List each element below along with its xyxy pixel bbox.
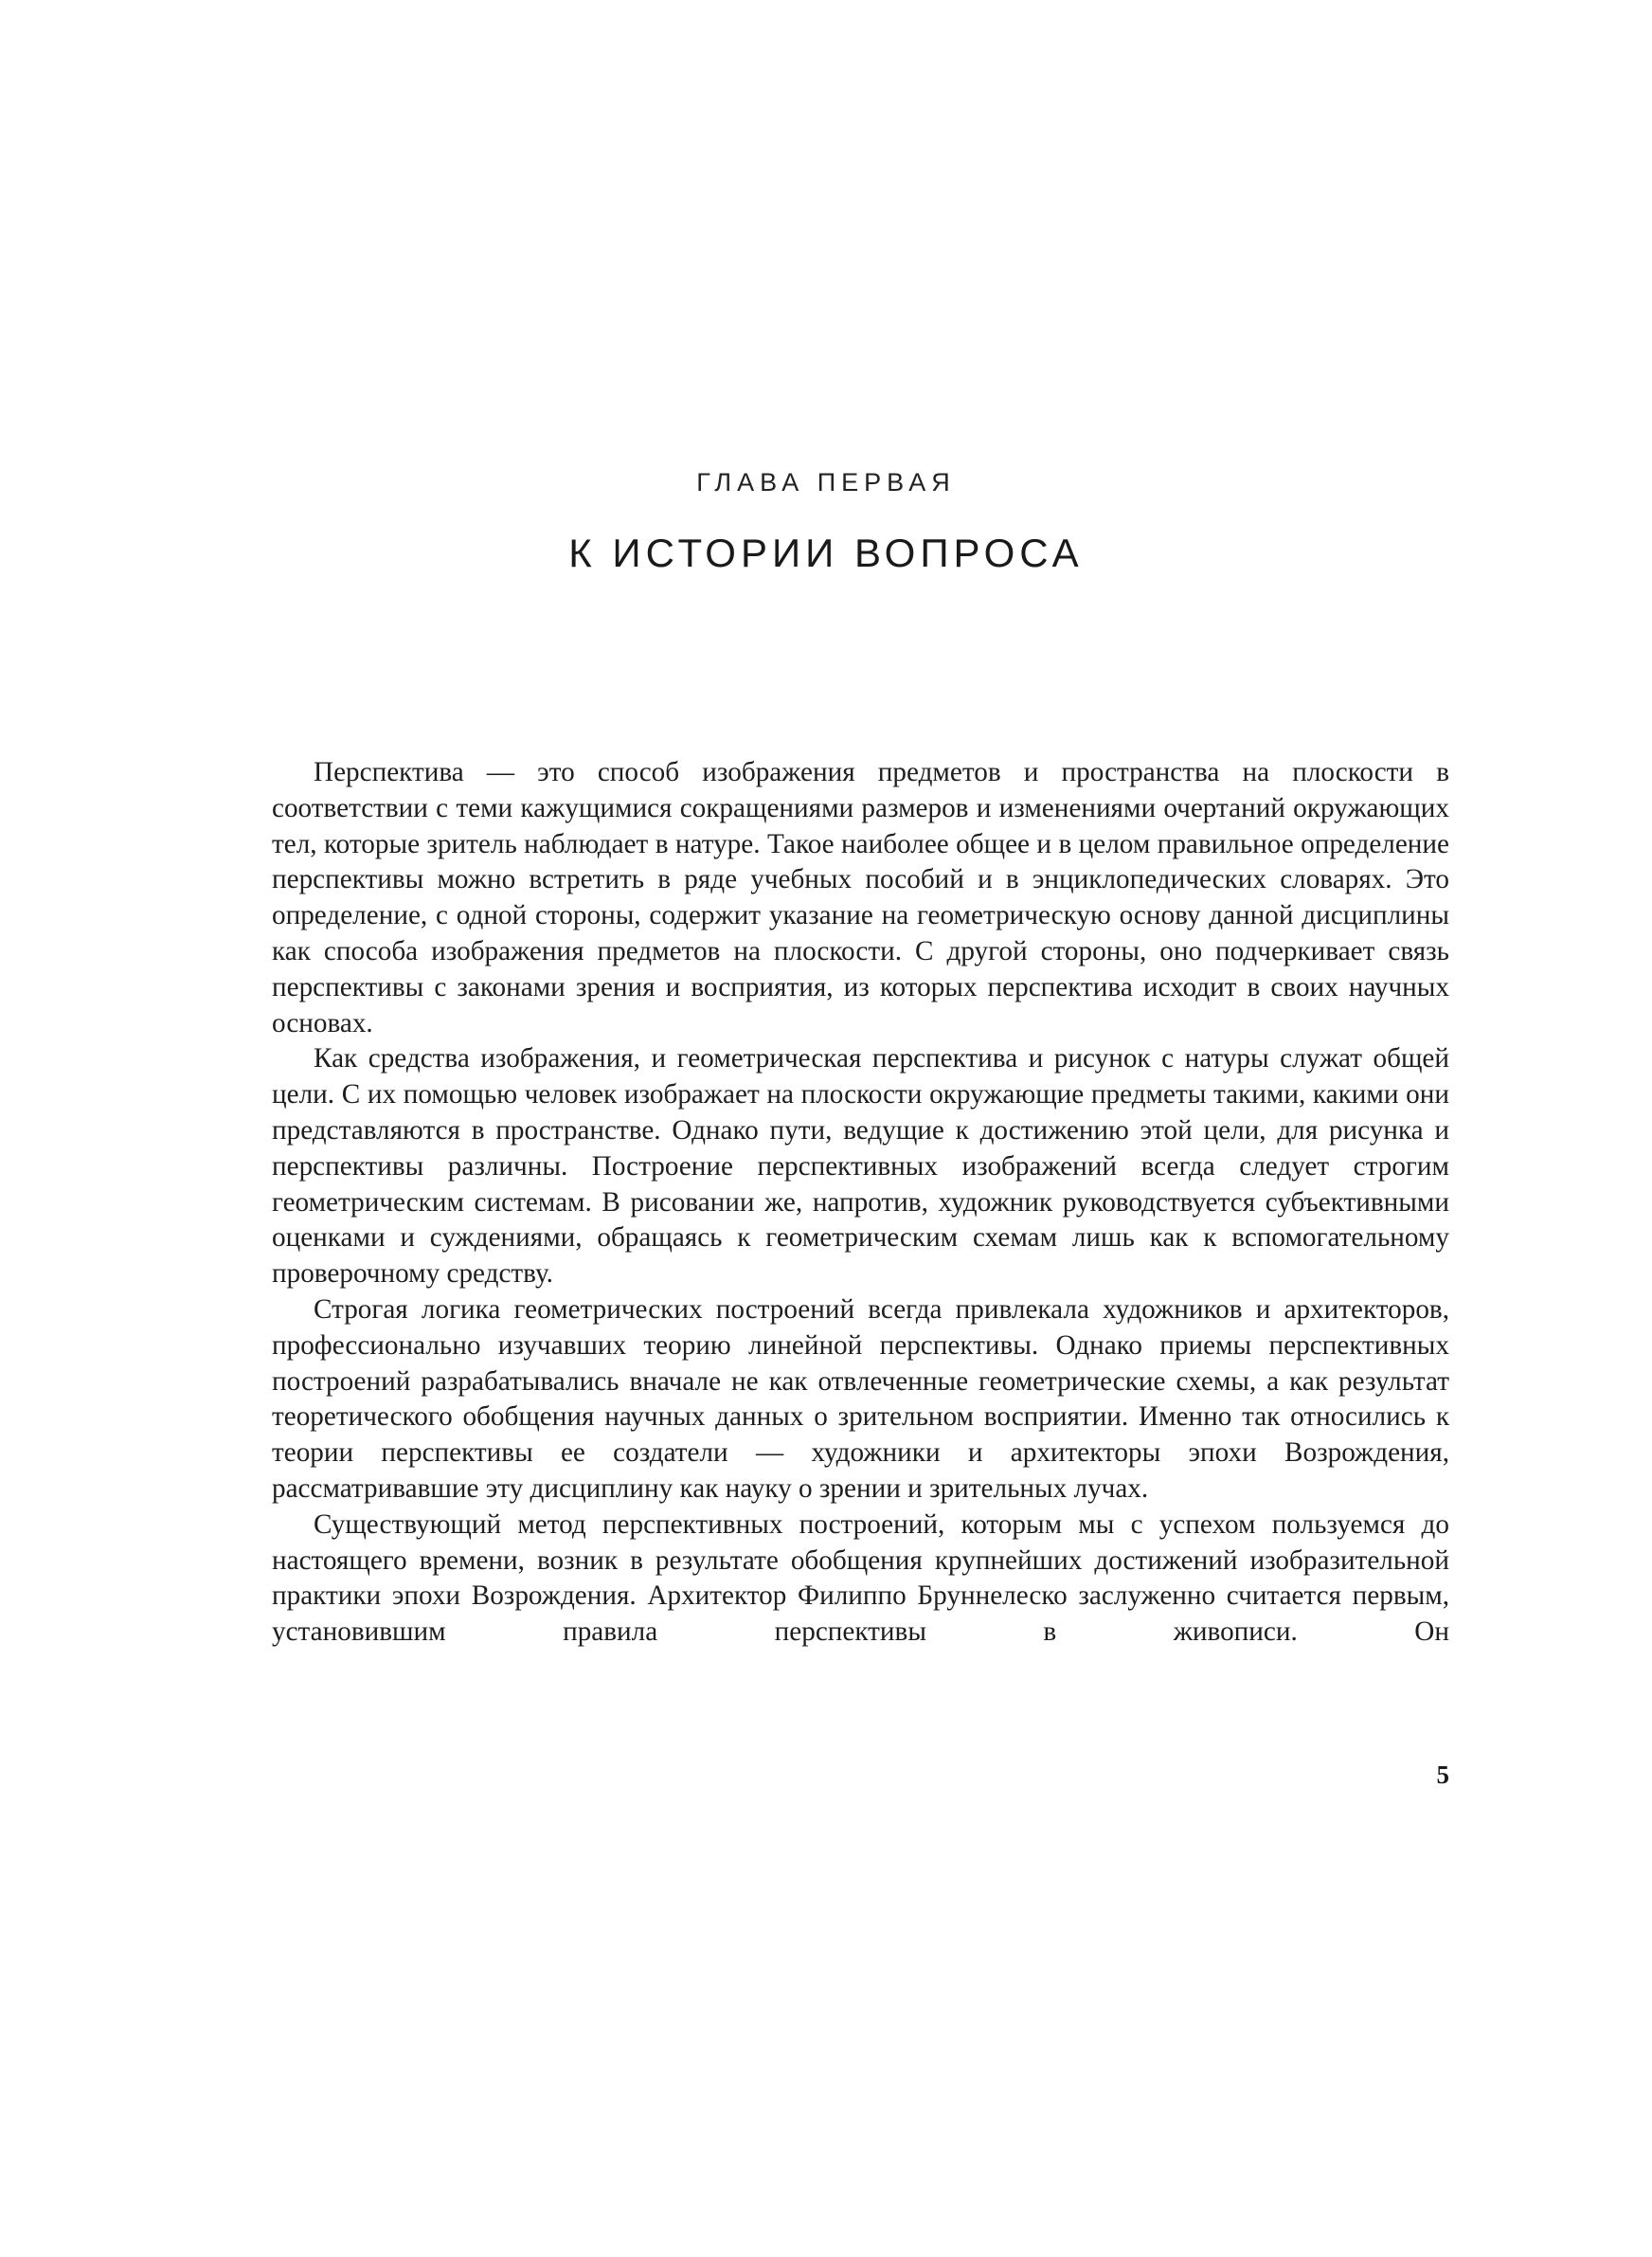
paragraph-3: Строгая логика геометрических построений всегда привлекала художников и архитекторов, профессионально изучавших теорию линейной перспективы. Однако приемы перспективных построений разрабатывались вначале не как отвлеченные геометрические схемы, а как результат теоретического обобщения научных данных о зрительном восприятии. Именно так относились к теории перспективы ее создатели — художники и архитекторы эпохи Возрождения, рассматривавшие эту дисциплину как науку о зрении и зрительных лучах. [272, 1293, 1449, 1504]
paragraph-1: Перспектива — это способ изображения предметов и пространства на плоскости в соответствии с теми кажущимися сокращениями размеров и изменениями очертаний окружающих тел, которые зритель наблюдает в натуре. Такое наиболее общее и в целом правильное определение перспективы можно встретить в ряде учебных пособий и в энциклопедических словарях. Это определение, с одной стороны, содержит указание на геометрическую основу данной дисциплины как способа изображения предметов на плоскости. С другой стороны, оно подчеркивает связь перспективы с законами зрения и восприятия, из которых перспектива исходит в своих научных основах. [272, 757, 1449, 1038]
page-number: 5 [1436, 1760, 1449, 1789]
paragraph-2: Как средства изображения, и геометрическая перспектива и рисунок с натуры служат общей цели. С их помощью человек изображает на плоскости окружающие предметы такими, какими они представляются в пространстве. Однако пути, ведущие к достижению этой цели, для рисунка и перспективы различны. Построение перспективных изображений всегда следует строгим геометрическим системам. В рисовании же, напротив, художник руководствуется субъективными оценками и суждениями, обращаясь к геометрическим схемам лишь как к вспомогательному проверочному средству. [272, 1043, 1449, 1290]
body-text [272, 755, 1449, 1651]
chapter-title: К ИСТОРИИ ВОПРОСА [568, 531, 1084, 575]
chapter-label: ГЛАВА ПЕРВАЯ [696, 468, 956, 497]
paragraph-4: Существующий метод перспективных построений, которым мы с успехом пользуемся до настоящего времени, возник в результате обобщения крупнейших достижений изобразительной практики эпохи Возрождения. Архитектор Филиппо Бруннелеско заслуженно считается первым, установившим правила перспективы в живописи. Он [272, 1508, 1449, 1648]
